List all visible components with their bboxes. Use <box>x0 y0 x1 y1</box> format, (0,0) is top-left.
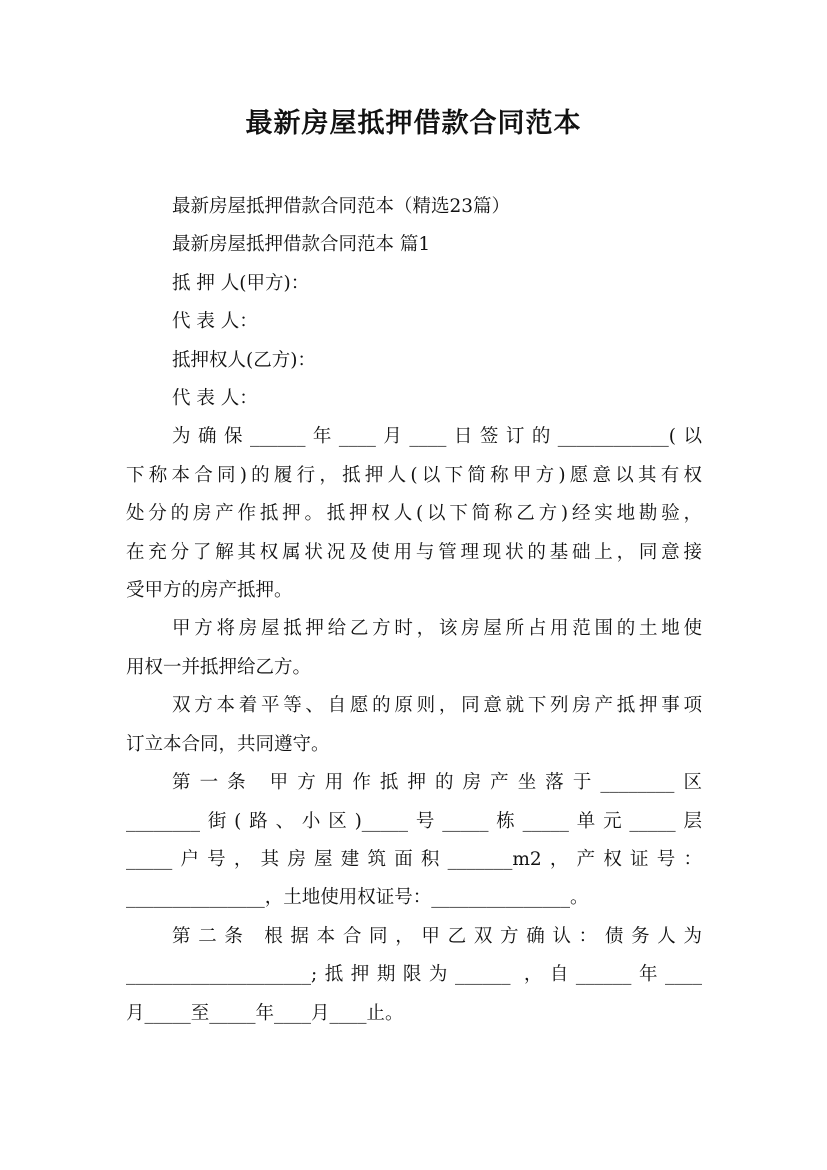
paragraph-representative-b: 代 表 人： <box>172 388 258 410</box>
paragraph-line: 受甲方的房产抵押。 <box>126 580 293 602</box>
paragraph-line: 用权一并抵押给乙方。 <box>126 656 312 678</box>
paragraph-section-heading: 最新房屋抵押借款合同范本 篇1 <box>172 234 431 256</box>
paragraph-mortgagor: 抵 押 人(甲方)： <box>172 272 310 294</box>
article-one-line: ________街(路、小区)_____号_____栋_____单元_____层 <box>126 810 702 832</box>
paragraph-representative-a: 代 表 人： <box>172 311 258 333</box>
article-one-line: 第一条 甲方用作抵押的房产坐落于________区 <box>172 772 702 794</box>
article-one-line: _____户号，其房屋建筑面积_______m2，产权证号： <box>126 848 702 870</box>
article-two-line: 第二条 根据本合同，甲乙双方确认：债务人为 <box>172 925 702 947</box>
paragraph-line: 甲方将房屋抵押给乙方时，该房屋所占用范围的土地使 <box>172 618 702 640</box>
document-body <box>126 188 702 1033</box>
paragraph-subtitle: 最新房屋抵押借款合同范本（精选23篇） <box>172 196 511 217</box>
paragraph-mortgagee: 抵押权人(乙方)： <box>172 349 316 371</box>
paragraph-line: 双方本着平等、自愿的原则，同意就下列房产抵押事项 <box>172 695 702 717</box>
article-two-line: 月_____至_____年____月____止。 <box>126 1002 404 1024</box>
paragraph-line: 下称本合同)的履行，抵押人(以下简称甲方)愿意以其有权 <box>126 464 702 486</box>
paragraph-line: 处分的房产作抵押。抵押权人(以下简称乙方)经实地勘验， <box>126 503 702 525</box>
article-one-line: _______________，土地使用权证号：_______________。 <box>126 887 589 909</box>
paragraph-line: 为确保______年____月____日签订的____________(以 <box>172 426 702 448</box>
paragraph-line: 在充分了解其权属状况及使用与管理现状的基础上，同意接 <box>126 541 702 563</box>
article-two-line: ____________________;抵押期限为______ ，自______年____ <box>126 964 702 986</box>
document-title: 最新房屋抵押借款合同范本 <box>245 108 582 139</box>
paragraph-line: 订立本合同，共同遵守。 <box>126 733 330 755</box>
